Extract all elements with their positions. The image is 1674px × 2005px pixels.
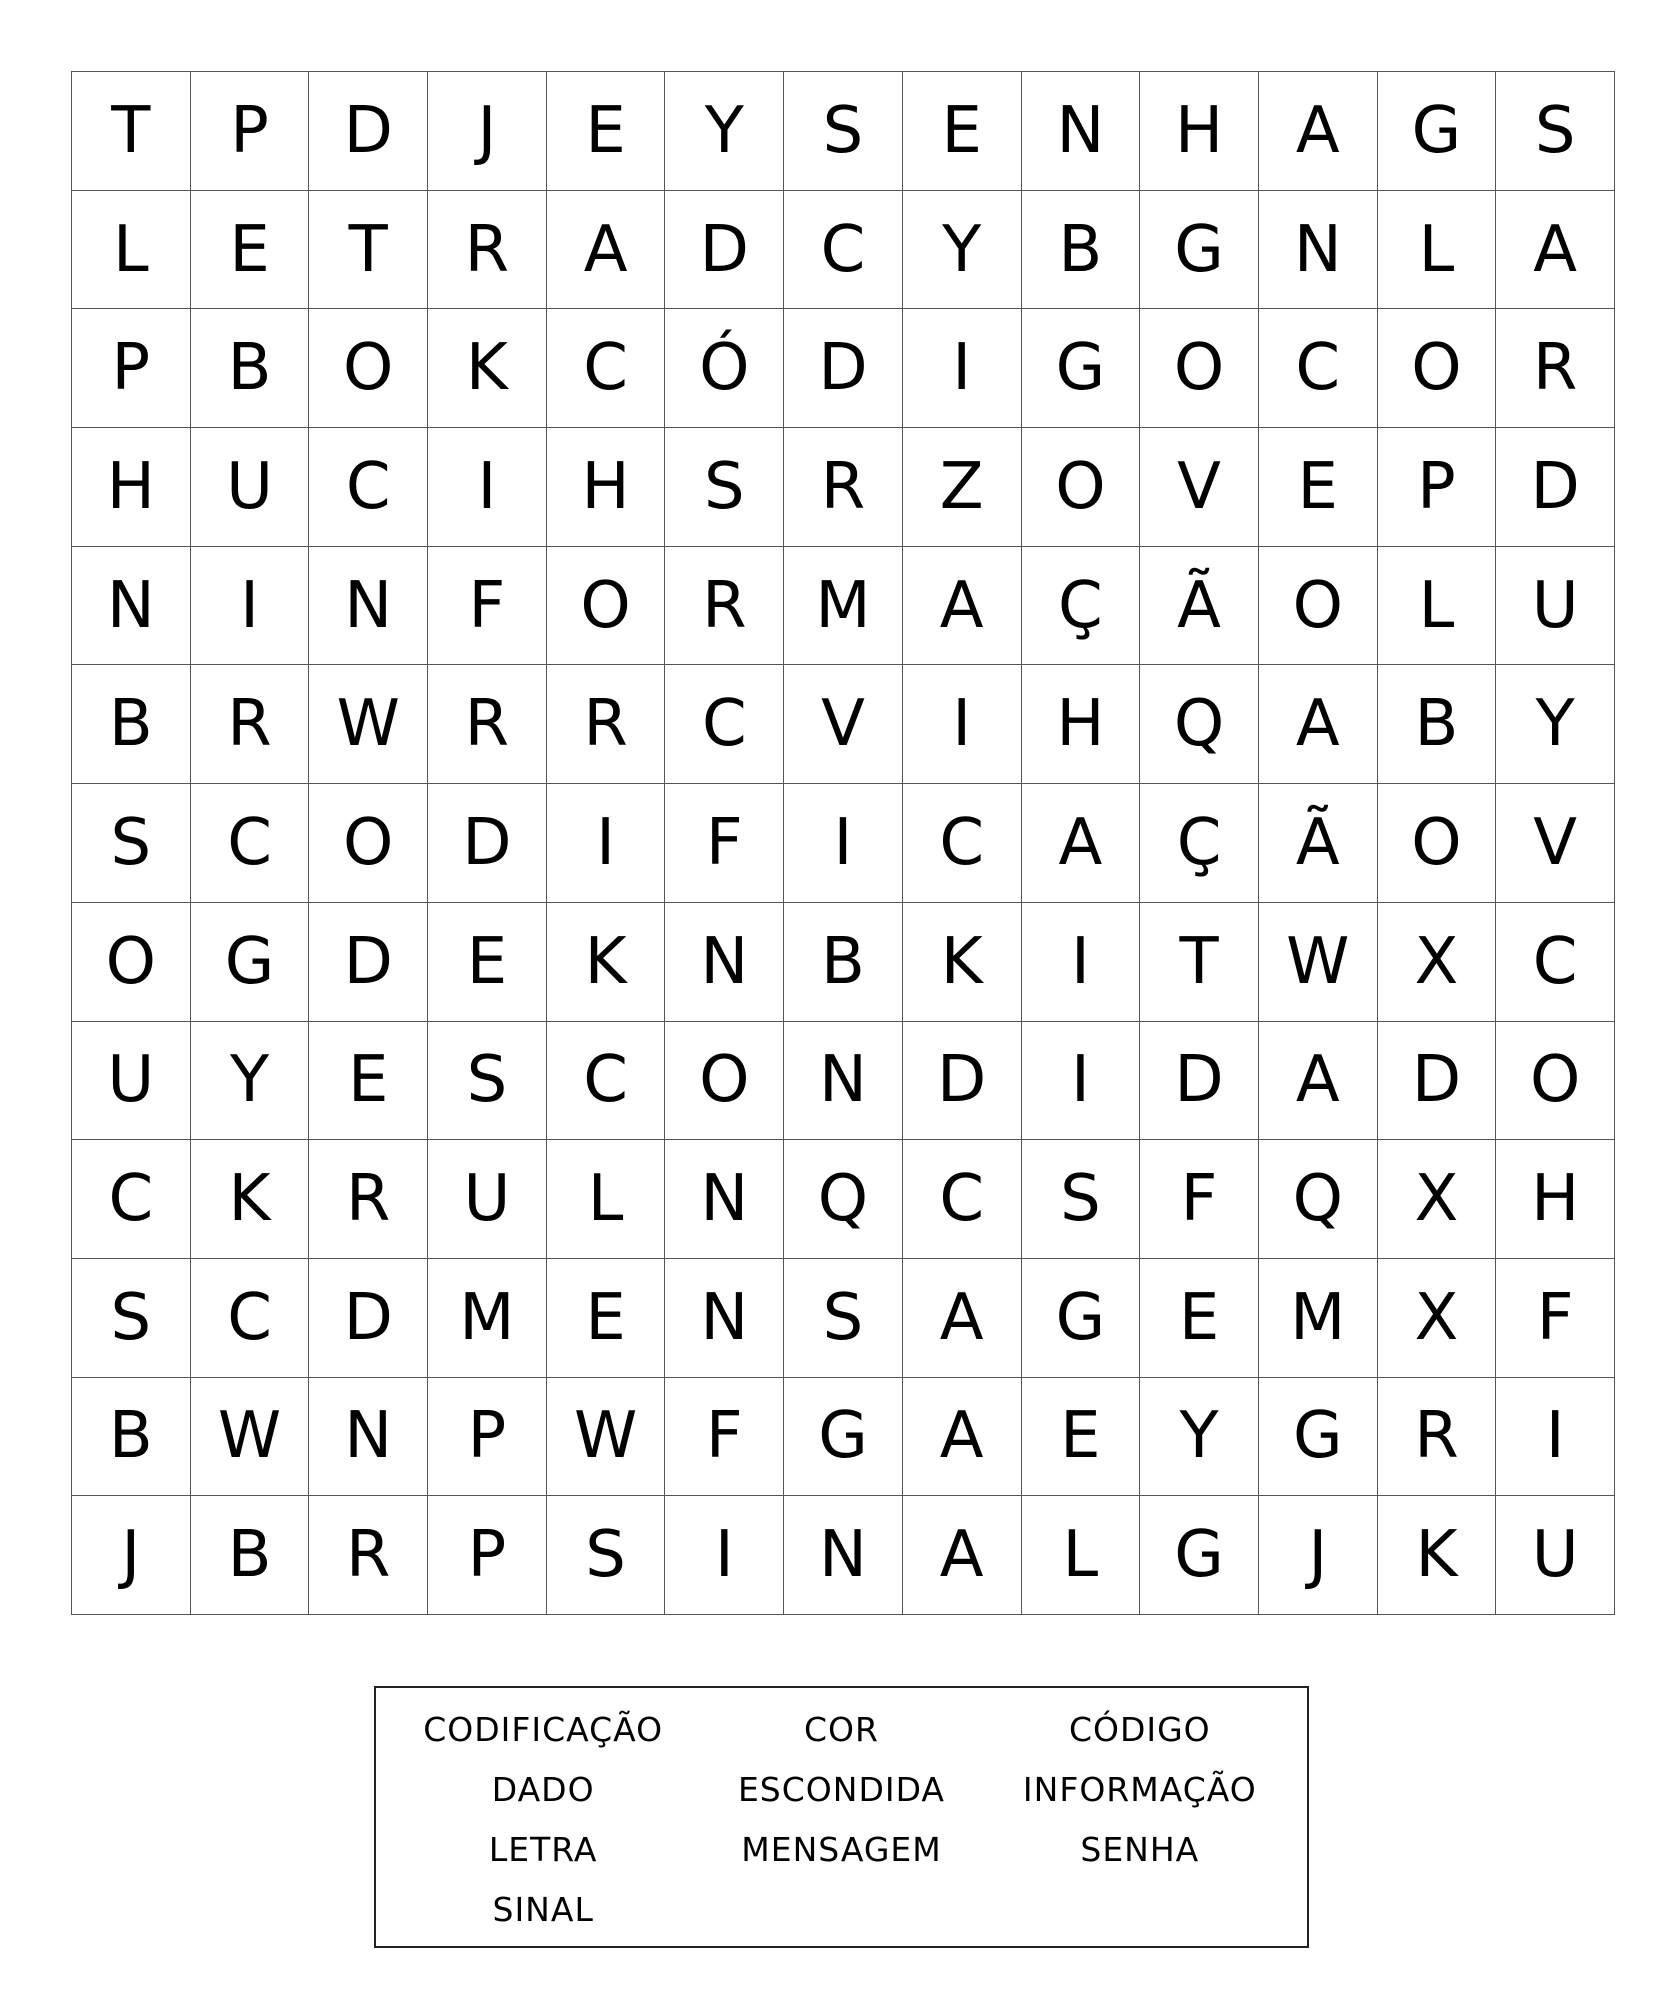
grid-cell[interactable]: L bbox=[1022, 1496, 1141, 1615]
grid-cell[interactable]: I bbox=[665, 1496, 784, 1615]
grid-cell[interactable]: B bbox=[191, 1496, 310, 1615]
grid-cell[interactable]: E bbox=[428, 903, 547, 1022]
word-list-column bbox=[394, 1700, 692, 1934]
grid-cell[interactable]: C bbox=[1259, 309, 1378, 428]
grid-cell[interactable]: Z bbox=[903, 428, 1022, 547]
grid-cell[interactable]: B bbox=[1378, 665, 1497, 784]
grid-cell[interactable]: B bbox=[191, 309, 310, 428]
grid-cell[interactable]: R bbox=[665, 547, 784, 666]
grid-cell[interactable]: P bbox=[428, 1496, 547, 1615]
grid-cell[interactable]: R bbox=[784, 428, 903, 547]
grid-cell[interactable]: G bbox=[1378, 72, 1497, 191]
grid-cell[interactable]: U bbox=[428, 1140, 547, 1259]
grid-cell[interactable]: D bbox=[665, 191, 784, 310]
grid-cell[interactable]: U bbox=[72, 1022, 191, 1141]
grid-cell[interactable]: W bbox=[1259, 903, 1378, 1022]
grid-cell[interactable]: D bbox=[903, 1022, 1022, 1141]
grid-cell[interactable]: E bbox=[903, 72, 1022, 191]
grid-cell[interactable]: H bbox=[72, 428, 191, 547]
grid-cell[interactable]: A bbox=[1259, 1022, 1378, 1141]
grid-cell[interactable]: S bbox=[1496, 72, 1615, 191]
grid-cell[interactable]: E bbox=[547, 72, 666, 191]
grid-cell[interactable]: D bbox=[309, 1259, 428, 1378]
grid-cell[interactable]: L bbox=[1378, 191, 1497, 310]
grid-cell[interactable]: O bbox=[1496, 1022, 1615, 1141]
target-word: INFORMAÇÃO bbox=[1022, 1770, 1257, 1809]
grid-cell[interactable]: V bbox=[1496, 784, 1615, 903]
grid-cell[interactable]: O bbox=[547, 547, 666, 666]
grid-cell[interactable]: H bbox=[1022, 665, 1141, 784]
grid-cell[interactable]: Ó bbox=[665, 309, 784, 428]
grid-cell[interactable]: O bbox=[1022, 428, 1141, 547]
grid-cell[interactable]: R bbox=[309, 1496, 428, 1615]
grid-cell[interactable]: O bbox=[665, 1022, 784, 1141]
grid-cell[interactable]: N bbox=[665, 1140, 784, 1259]
grid-cell[interactable]: R bbox=[547, 665, 666, 784]
grid-cell[interactable]: A bbox=[903, 1496, 1022, 1615]
grid-cell[interactable]: T bbox=[72, 72, 191, 191]
grid-cell[interactable]: O bbox=[1140, 309, 1259, 428]
grid-cell[interactable]: C bbox=[191, 1259, 310, 1378]
grid-cell[interactable]: D bbox=[1140, 1022, 1259, 1141]
grid-cell[interactable]: V bbox=[784, 665, 903, 784]
grid-cell[interactable]: U bbox=[1496, 547, 1615, 666]
word-search-grid bbox=[71, 71, 1615, 1615]
grid-cell[interactable]: N bbox=[1022, 72, 1141, 191]
grid-cell[interactable]: Ã bbox=[1140, 547, 1259, 666]
grid-cell[interactable]: F bbox=[665, 784, 784, 903]
grid-cell[interactable]: N bbox=[784, 1022, 903, 1141]
grid-cell[interactable]: G bbox=[191, 903, 310, 1022]
grid-cell[interactable]: S bbox=[784, 1259, 903, 1378]
grid-cell[interactable]: F bbox=[1140, 1140, 1259, 1259]
grid-cell[interactable]: N bbox=[309, 1378, 428, 1497]
grid-cell[interactable]: T bbox=[1140, 903, 1259, 1022]
target-word: ESCONDIDA bbox=[737, 1770, 946, 1809]
grid-cell[interactable]: Y bbox=[665, 72, 784, 191]
grid-cell[interactable]: S bbox=[72, 1259, 191, 1378]
word-list-column bbox=[692, 1700, 990, 1934]
grid-cell[interactable]: C bbox=[665, 665, 784, 784]
target-word: CODIFICAÇÃO bbox=[423, 1710, 664, 1749]
grid-cell[interactable]: U bbox=[1496, 1496, 1615, 1615]
grid-cell[interactable]: N bbox=[1259, 191, 1378, 310]
grid-cell[interactable]: H bbox=[1140, 72, 1259, 191]
grid-cell[interactable]: G bbox=[1259, 1378, 1378, 1497]
grid-cell[interactable]: G bbox=[1140, 191, 1259, 310]
grid-cell[interactable]: R bbox=[309, 1140, 428, 1259]
grid-cell[interactable]: O bbox=[1259, 547, 1378, 666]
grid-cell[interactable]: D bbox=[309, 903, 428, 1022]
word-list-columns bbox=[394, 1700, 1289, 1934]
grid-cell[interactable]: I bbox=[1022, 903, 1141, 1022]
grid-cell[interactable]: Y bbox=[1496, 665, 1615, 784]
grid-cell[interactable]: D bbox=[1378, 1022, 1497, 1141]
grid-cell[interactable]: K bbox=[1378, 1496, 1497, 1615]
grid-cell[interactable]: Y bbox=[191, 1022, 310, 1141]
grid-cell[interactable]: K bbox=[428, 309, 547, 428]
grid-cell[interactable]: N bbox=[309, 547, 428, 666]
grid-cell[interactable]: S bbox=[665, 428, 784, 547]
grid-cell[interactable]: C bbox=[191, 784, 310, 903]
grid-cell[interactable]: G bbox=[1140, 1496, 1259, 1615]
grid-cell[interactable]: E bbox=[309, 1022, 428, 1141]
grid-cell[interactable]: L bbox=[1378, 547, 1497, 666]
target-word: COR bbox=[804, 1710, 879, 1749]
grid-cell[interactable]: D bbox=[428, 784, 547, 903]
grid-cell[interactable]: B bbox=[72, 665, 191, 784]
grid-cell[interactable]: D bbox=[1496, 428, 1615, 547]
grid-cell[interactable]: N bbox=[665, 1259, 784, 1378]
grid-cell[interactable]: G bbox=[784, 1378, 903, 1497]
grid-cell[interactable]: Q bbox=[784, 1140, 903, 1259]
grid-cell[interactable]: A bbox=[547, 191, 666, 310]
grid-cell[interactable]: C bbox=[903, 784, 1022, 903]
grid-cell[interactable]: I bbox=[191, 547, 310, 666]
grid-cell[interactable]: Ã bbox=[1259, 784, 1378, 903]
grid-cell[interactable]: S bbox=[72, 784, 191, 903]
grid-cell[interactable]: A bbox=[903, 547, 1022, 666]
grid-cell[interactable]: A bbox=[1496, 191, 1615, 310]
word-list-column bbox=[991, 1700, 1289, 1934]
grid-cell[interactable]: O bbox=[72, 903, 191, 1022]
grid-cell[interactable]: H bbox=[547, 428, 666, 547]
grid-cell[interactable]: R bbox=[191, 665, 310, 784]
grid-cell[interactable]: W bbox=[191, 1378, 310, 1497]
grid-cell[interactable]: C bbox=[903, 1140, 1022, 1259]
grid-cell[interactable]: M bbox=[784, 547, 903, 666]
grid-cell[interactable]: M bbox=[1259, 1259, 1378, 1378]
grid-cell[interactable]: I bbox=[428, 428, 547, 547]
target-word: SENHA bbox=[1080, 1830, 1200, 1869]
grid-cell[interactable]: X bbox=[1378, 1140, 1497, 1259]
grid-cell[interactable]: T bbox=[309, 191, 428, 310]
grid-cell[interactable]: Y bbox=[903, 191, 1022, 310]
target-word: MENSAGEM bbox=[741, 1830, 942, 1869]
grid-cell[interactable]: C bbox=[309, 428, 428, 547]
grid-cell[interactable]: P bbox=[1378, 428, 1497, 547]
grid-cell[interactable]: P bbox=[72, 309, 191, 428]
grid-cell[interactable]: R bbox=[1378, 1378, 1497, 1497]
target-word: CÓDIGO bbox=[1068, 1710, 1211, 1749]
grid-cell[interactable]: A bbox=[1022, 784, 1141, 903]
grid-cell[interactable]: B bbox=[784, 903, 903, 1022]
grid-cell[interactable]: C bbox=[547, 309, 666, 428]
grid-cell[interactable]: A bbox=[1259, 665, 1378, 784]
grid-cell[interactable]: G bbox=[1022, 309, 1141, 428]
grid-cell[interactable]: F bbox=[1496, 1259, 1615, 1378]
grid-cell[interactable]: E bbox=[191, 191, 310, 310]
grid-cell[interactable]: E bbox=[1140, 1259, 1259, 1378]
grid-cell[interactable]: P bbox=[191, 72, 310, 191]
grid-cell[interactable]: Y bbox=[1140, 1378, 1259, 1497]
grid-cell[interactable]: O bbox=[1378, 784, 1497, 903]
grid-cell[interactable]: U bbox=[191, 428, 310, 547]
grid-cell[interactable]: K bbox=[547, 903, 666, 1022]
target-word: LETRA bbox=[488, 1830, 598, 1869]
grid-cell[interactable]: C bbox=[547, 1022, 666, 1141]
grid-cell[interactable]: E bbox=[1022, 1378, 1141, 1497]
grid-cell[interactable]: K bbox=[191, 1140, 310, 1259]
grid-cell[interactable]: O bbox=[309, 309, 428, 428]
grid-cell[interactable]: W bbox=[309, 665, 428, 784]
grid-cell[interactable]: J bbox=[1259, 1496, 1378, 1615]
grid-cell[interactable]: C bbox=[1496, 903, 1615, 1022]
grid-cell[interactable]: I bbox=[1022, 1022, 1141, 1141]
grid-cell[interactable]: E bbox=[547, 1259, 666, 1378]
grid-cell[interactable]: V bbox=[1140, 428, 1259, 547]
grid-cell[interactable]: I bbox=[903, 665, 1022, 784]
grid-cell[interactable]: B bbox=[72, 1378, 191, 1497]
grid-cell[interactable]: X bbox=[1378, 903, 1497, 1022]
grid-cell[interactable]: W bbox=[547, 1378, 666, 1497]
grid-cell[interactable]: K bbox=[903, 903, 1022, 1022]
grid-cell[interactable]: A bbox=[903, 1259, 1022, 1378]
grid-cell[interactable]: R bbox=[428, 665, 547, 784]
grid-cell[interactable]: L bbox=[72, 191, 191, 310]
grid-cell[interactable]: S bbox=[784, 72, 903, 191]
grid-cell[interactable]: F bbox=[428, 547, 547, 666]
grid-cell[interactable]: L bbox=[547, 1140, 666, 1259]
grid-cell[interactable]: B bbox=[1022, 191, 1141, 310]
grid-cell[interactable]: Ç bbox=[1022, 547, 1141, 666]
grid-cell[interactable]: A bbox=[1259, 72, 1378, 191]
grid-cell[interactable]: S bbox=[428, 1022, 547, 1141]
grid-cell[interactable]: X bbox=[1378, 1259, 1497, 1378]
grid-cell[interactable]: S bbox=[1022, 1140, 1141, 1259]
grid-cell[interactable]: M bbox=[428, 1259, 547, 1378]
grid-cell[interactable]: Q bbox=[1140, 665, 1259, 784]
grid-cell[interactable]: R bbox=[1496, 309, 1615, 428]
grid-cell[interactable]: C bbox=[784, 191, 903, 310]
grid-cell[interactable]: E bbox=[1259, 428, 1378, 547]
target-word: SINAL bbox=[492, 1890, 594, 1929]
grid-cell[interactable]: N bbox=[784, 1496, 903, 1615]
grid-cell[interactable]: O bbox=[309, 784, 428, 903]
grid-cell[interactable]: O bbox=[1378, 309, 1497, 428]
grid-cell[interactable]: I bbox=[547, 784, 666, 903]
grid-cell[interactable]: N bbox=[665, 903, 784, 1022]
word-list-box bbox=[374, 1686, 1309, 1948]
grid-cell[interactable]: H bbox=[1496, 1140, 1615, 1259]
grid-cell[interactable]: Q bbox=[1259, 1140, 1378, 1259]
grid-cell[interactable]: G bbox=[1022, 1259, 1141, 1378]
target-word: DADO bbox=[491, 1770, 595, 1809]
grid-cell[interactable]: N bbox=[72, 547, 191, 666]
grid-cell[interactable]: C bbox=[72, 1140, 191, 1259]
grid-cell[interactable]: D bbox=[784, 309, 903, 428]
grid-cell[interactable]: J bbox=[72, 1496, 191, 1615]
grid-cell[interactable]: I bbox=[903, 309, 1022, 428]
grid-cell[interactable]: I bbox=[1496, 1378, 1615, 1497]
grid-cell[interactable]: R bbox=[428, 191, 547, 310]
grid-cell[interactable]: I bbox=[784, 784, 903, 903]
grid-cell[interactable]: P bbox=[428, 1378, 547, 1497]
grid-cell[interactable]: Ç bbox=[1140, 784, 1259, 903]
grid-cell[interactable]: S bbox=[547, 1496, 666, 1615]
grid-cell[interactable]: D bbox=[309, 72, 428, 191]
grid-cell[interactable]: A bbox=[903, 1378, 1022, 1497]
grid-cell[interactable]: J bbox=[428, 72, 547, 191]
grid-cell[interactable]: F bbox=[665, 1378, 784, 1497]
